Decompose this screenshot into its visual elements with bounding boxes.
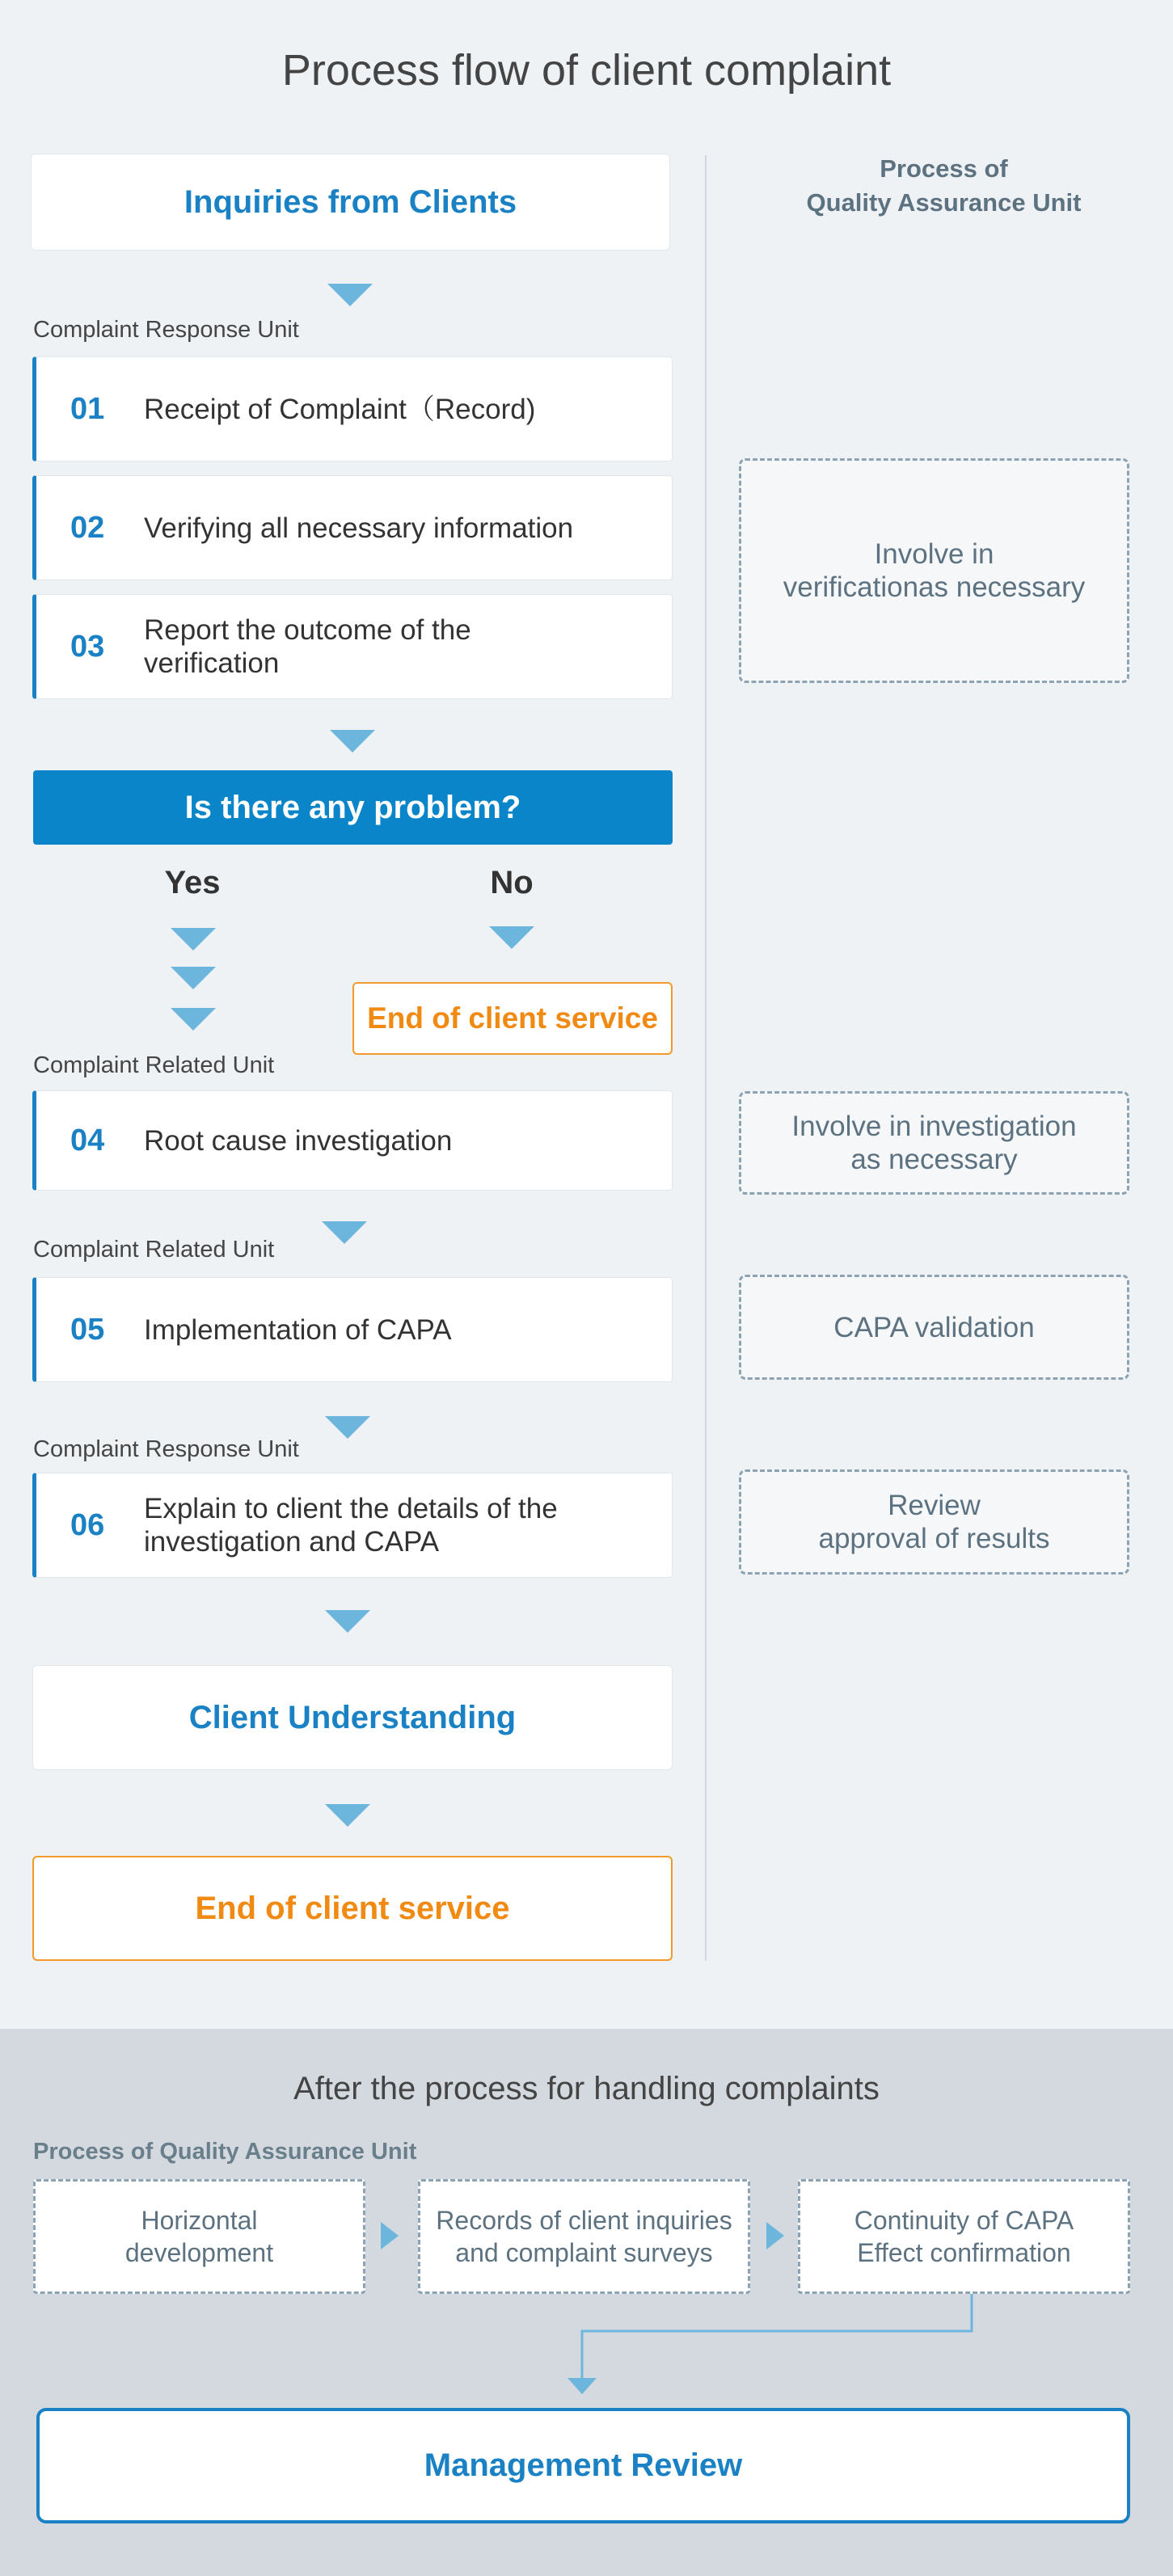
qa-box-line: as necessary [850, 1144, 1018, 1175]
step-text: Report the outcome of the verification [144, 614, 471, 679]
unit-label-response: Complaint Response Unit [33, 1436, 299, 1462]
client-understanding-box: Client Understanding [32, 1665, 673, 1770]
qa-capa-box: CAPA validation [739, 1275, 1129, 1380]
step-number: 04 [70, 1123, 105, 1157]
decision-box: Is there any problem? [33, 770, 673, 845]
qa-box-line: verificationas necessary [783, 571, 1086, 603]
step-number: 05 [70, 1312, 105, 1347]
step-number: 06 [70, 1507, 105, 1542]
step-text: Root cause investigation [144, 1124, 453, 1157]
step-text: Implementation of CAPA [144, 1313, 452, 1346]
page-title: Process flow of client complaint [281, 46, 892, 95]
inquiries-box: Inquiries from Clients [31, 154, 670, 251]
step-text: Explain to client the details of the investigation and CAPA [144, 1493, 558, 1558]
yes-label: Yes [164, 865, 221, 900]
box-line: and complaint surveys [455, 2238, 713, 2267]
unit-label-related: Complaint Related Unit [33, 1052, 275, 1078]
unit-label-response: Complaint Response Unit [33, 317, 299, 343]
qa-header-line-1: Process of [880, 154, 1008, 183]
qa-process-label: Process of Quality Assurance Unit [33, 2139, 417, 2165]
end-of-service-box: End of client service [32, 1856, 673, 1961]
step-text: Receipt of Complaint（Record) [144, 393, 536, 425]
no-label: No [490, 865, 534, 900]
qa-box-line: approval of results [818, 1523, 1050, 1554]
step-number: 01 [70, 391, 105, 426]
box-line: development [124, 2238, 274, 2267]
management-review-box: Management Review [36, 2408, 1130, 2523]
end-of-service-box: End of client service [352, 982, 673, 1055]
box-line: Horizontal [141, 2206, 258, 2235]
step-text: Verifying all necessary information [144, 512, 574, 544]
step-number: 02 [70, 510, 105, 545]
box-line: Continuity of CAPA [854, 2206, 1074, 2235]
box-line: Records of client inquiries [436, 2206, 732, 2235]
qa-box-line: Involve in investigation [791, 1111, 1077, 1142]
qa-header-line-2: Quality Assurance Unit [806, 188, 1082, 217]
qa-box-line: Review [888, 1490, 981, 1521]
unit-label-related: Complaint Related Unit [33, 1237, 275, 1263]
qa-box-line: Involve in [874, 538, 994, 570]
after-process-title: After the process for handling complaints [293, 2071, 880, 2106]
box-line: Effect confirmation [857, 2238, 1071, 2267]
step-number: 03 [70, 629, 105, 664]
